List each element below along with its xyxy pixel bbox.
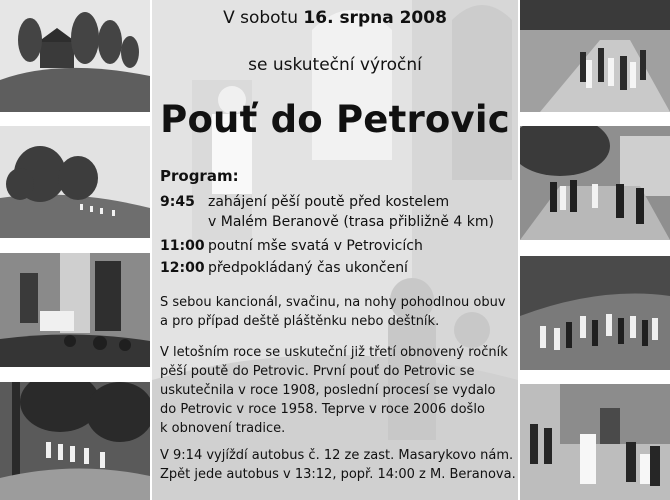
paragraph-line: pěší poutě do Petrovic. První pouť do Petrovic se: [160, 364, 475, 379]
photo-procession-village: [520, 126, 670, 240]
photo-procession-priest: [520, 384, 670, 500]
paragraph-line: uskutečnila v roce 1908, poslední procesí se vydalo: [160, 383, 496, 398]
program-time: 12:00: [160, 260, 205, 276]
bring-along-paragraph: [160, 293, 512, 331]
poster-panel: [152, 0, 518, 500]
photo-procession-crowd: [520, 256, 670, 370]
program-text: poutní mše svatá v Petrovicích: [208, 238, 423, 254]
photo-forest-procession: [0, 382, 150, 500]
program-time: 9:45: [160, 194, 195, 210]
bus-info-paragraph: [160, 446, 516, 484]
program-item: [160, 258, 408, 278]
paragraph-line: Zpět jede autobus v 13:12, popř. 14:00 z M. Beranova.: [160, 467, 516, 482]
photo-procession-road: [520, 0, 670, 112]
program-text: zahájení pěší poutě před kostelem: [208, 194, 450, 210]
paragraph-line: a pro případ deště pláštěnku nebo deštník.: [160, 314, 440, 329]
program-item: [160, 192, 494, 232]
paragraph-line: k obnovení tradice.: [160, 421, 286, 436]
paragraph-line: do Petrovic v roce 1958. Teprve v roce 2006 došlo: [160, 402, 485, 417]
paragraph-line: S sebou kancionál, svačinu, na nohy pohodlnou obuv: [160, 295, 506, 310]
paragraph-line: V letošním roce se uskuteční již třetí obnovený ročník: [160, 345, 508, 360]
program-time: 11:00: [160, 238, 205, 254]
paragraph-line: V 9:14 vyjíždí autobus č. 12 ze zast. Masarykovo nám.: [160, 448, 514, 463]
program-item: [160, 236, 423, 256]
program-heading: Program:: [160, 167, 239, 185]
date-prefix: V sobotu: [223, 8, 298, 28]
event-date-line: [152, 8, 518, 28]
program-text: v Malém Beranově (trasa přibližně 4 km): [208, 214, 494, 230]
photo-chapel-on-hill: [0, 0, 150, 112]
photo-church-interior: [0, 253, 150, 367]
event-subtitle: se uskuteční výroční: [248, 55, 422, 75]
photo-trees-and-pilgrims: [0, 126, 150, 238]
program-text: předpokládaný čas ukončení: [208, 260, 408, 276]
history-paragraph: [160, 343, 512, 438]
event-date: 16. srpna 2008: [303, 8, 447, 28]
poster-title: Pouť do Petrovic: [160, 98, 510, 141]
